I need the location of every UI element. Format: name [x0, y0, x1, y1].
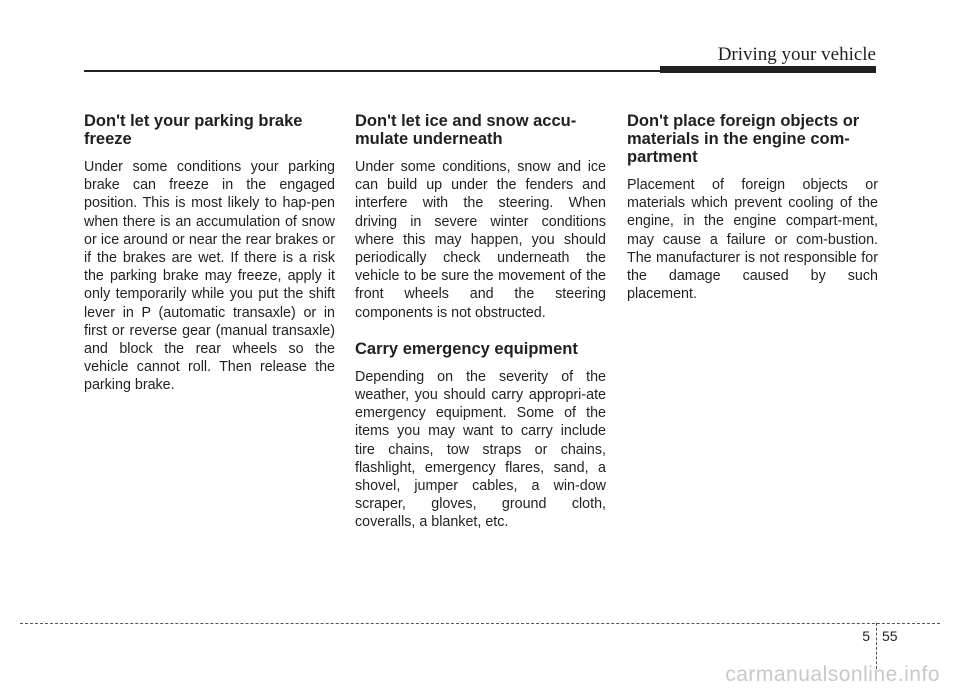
section-body-ice-snow: Under some conditions, snow and ice can build up under the fenders and interfere with the steering. When driving in severe winter conditions where this may happen, you should periodically check underneath the vehicle to be sure the movement of the front wheels and the steering components is not obstructed. — [355, 159, 606, 321]
column-1 — [84, 112, 335, 395]
section-gap — [355, 322, 606, 340]
header-rule-thick — [660, 66, 876, 73]
footer-dashed-line — [20, 623, 940, 624]
page-header-title: Driving your vehicle — [717, 44, 876, 65]
header-rule-thin — [84, 70, 660, 72]
section-body-foreign-objects: Placement of foreign objects or materials which prevent cooling of the engine, in the engine compart-ment, may cause a failure or com-bustion. The manufacturer is not responsible for the damage caused by such placement. — [627, 177, 878, 303]
section-heading-foreign-objects: Don't place foreign objects or materials in the engine com-partment — [627, 112, 860, 166]
column-2 — [355, 112, 606, 532]
section-body-parking-brake: Under some conditions your parking brake can freeze in the engaged position. This is most likely to hap-pen when there is an accumulation of snow or ice around or near the rear brakes or if the brakes are wet. If there is a risk the parking brake may freeze, apply it only temporarily while you put the shift lever in P (automatic transaxle) or in first or reverse gear (manual transaxle) and block the rear wheels so the vehicle cannot roll. Then release the parking brake. — [84, 159, 335, 394]
section-body-emergency-equipment: Depending on the severity of the weather, you should carry appropri-ate emergency equipment. Some of the items you may want to carry include tire chains, tow straps or chains, flashlight, emergency flares, sand, a shovel, jumper cables, a win-dow scraper, gloves, ground cloth, coveralls, a blanket, etc. — [355, 368, 606, 531]
section-heading-parking-brake: Don't let your parking brake freeze — [84, 112, 303, 148]
footer-page-number: 55 — [882, 628, 898, 644]
section-heading-ice-snow: Don't let ice and snow accu-mulate underneath — [355, 112, 577, 148]
section-heading-emergency-equipment: Carry emergency equipment — [355, 339, 578, 358]
column-3 — [627, 112, 878, 303]
footer-chapter-number: 5 — [862, 628, 870, 644]
watermark: carmanualsonline.info — [725, 663, 940, 686]
